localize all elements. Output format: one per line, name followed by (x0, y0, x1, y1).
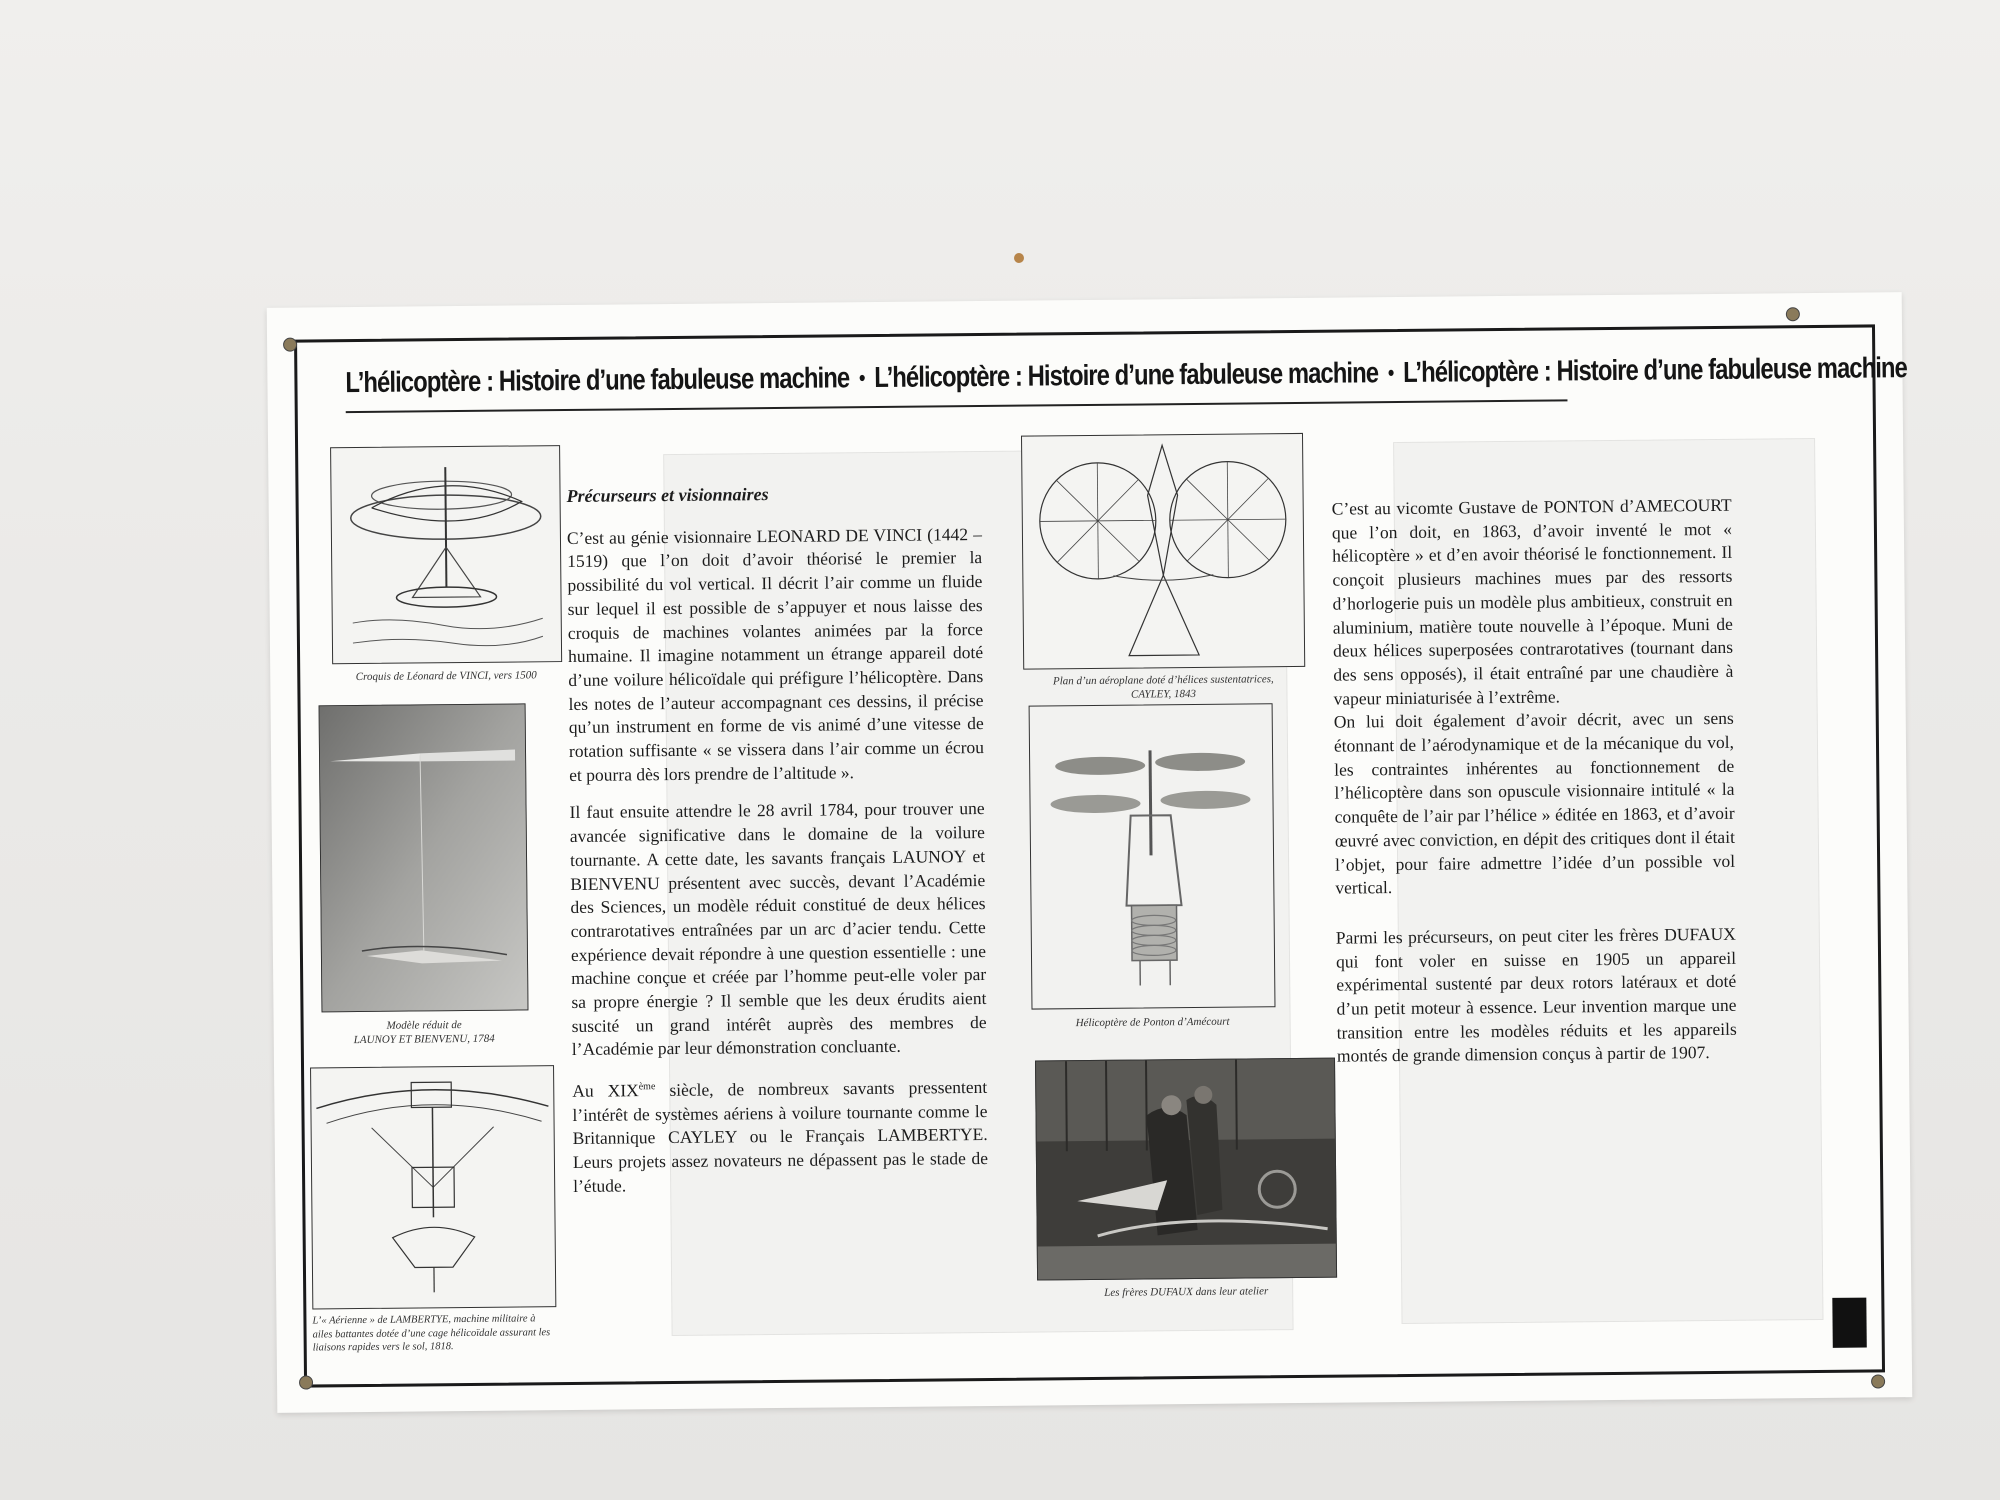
century-rest: siècle, de nombreux savants pressentent l’intérêt de systèmes aériens à voilure tournante comme le Britannique CAYLEY ou le Français LAMBERTYE. Leurs projets assez novateurs ne dépassent pas le stade de l’étude. (572, 1076, 989, 1196)
dufaux-photo-figure (1035, 1058, 1337, 1281)
panel-title (345, 343, 1908, 413)
vinci-caption: Croquis de Léonard de VINCI, vers 1500 (355, 669, 537, 684)
corner-black-square (1832, 1298, 1866, 1348)
cayley-plan-figure (1021, 433, 1305, 670)
right-paragraph: On lui doit également d’avoir décrit, avec un sens étonnant de l’aérodynamique et de la mécanique du vol, les contraintes inhérentes au fonctionnement de l’hélicoptère dans son opuscule visionnaire intitulé « la conquête de l’air par l’hélice » éditée en 1863, et d’avoir œuvré avec conviction, en dépit des critiques dont il était l’objet, pour faire admettre l’idée d’un possible vol vertical. (1333, 708, 1736, 898)
cayley-caption-line2: CAYLEY, 1843 (1130, 688, 1197, 701)
lambertye-caption: L’« Aérienne » de LAMBERTYE, machine militaire à ailes battantes dotée d’une cage hélicoïdale assurant les liaisons rapides vers le sol, 1818. (312, 1313, 551, 1354)
lambertye-drawing (311, 1066, 555, 1308)
left-paragraph: C’est au génie visionnaire LEONARD DE VINCI (1442 – 1519) que l’on doit d’avoir théorisé le premier la possibilité du vol vertical. Il décrit l’air comme un fluide sur lequel il est possible de s’appuyer et nous laisse des croquis de machines volantes animées par la force humaine. Il imagine notamment un étrange appareil doté d’une voilure hélicoïdale qui préfigure l’hélicoptère. Dans les notes de l’auteur accompagnant ces dessins, il précise qu’un instrument en forme de vis animé d’une vitesse de rotation suffisante « se vissera dans l’air comme un écrou et pourra dès lors prendre de l’altitude ». (566, 523, 985, 785)
title-segment: L’hélicoptère : Histoire d’une fabuleuse machine (874, 356, 1379, 394)
right-paragraph: Parmi les précurseurs, on peut citer les frères DUFAUX qui font voler en suisse en 1905 un appareil expérimental sustenté par deux rotors latéraux et doté d’un petit moteur à essence. Leur invention marque une transition entre les modèles réduits et les appareils montés de grande dimension conçus à partir de 1907. (1335, 923, 1737, 1067)
lambertye-figure (310, 1065, 556, 1309)
right-text-column (1332, 494, 1738, 1083)
dufaux-workshop-photo (1036, 1059, 1336, 1280)
screw-bottom-left (299, 1375, 313, 1389)
screw-top-right (1786, 307, 1800, 321)
launoy-model-photo (320, 704, 528, 1011)
wall-screw (1014, 253, 1024, 263)
screw-top-left (283, 338, 297, 352)
right-paragraph: C’est au vicomte Gustave de PONTON d’AMECOURT que l’on doit, en 1863, d’avoir inventé le mot « hélicoptère » et d’en avoir théorisé le fonctionnement. Il conçoit plusieurs machines mues par des ressorts d’horlogerie puis un modèle plus ambitieux, construit en aluminium, matière toute nouvelle à l’époque. Muni de deux hélices superposées contrarotatives (tournant dans des sens opposés), il était entraîné par une chaudière à vapeur miniaturisée à l’extrême. (1331, 494, 1734, 709)
title-segment: L’hélicoptère : Histoire d’une fabuleuse machine (345, 361, 850, 399)
launoy-model-figure (319, 703, 529, 1012)
ponton-caption: Hélicoptère de Ponton d’Amécourt (1075, 1015, 1230, 1030)
dufaux-caption: Les frères DUFAUX dans leur atelier (1104, 1285, 1269, 1299)
cayley-caption-line1: Plan d’un aéroplane doté d’hélices sustentatrices, (1052, 673, 1274, 688)
left-text-column (566, 481, 988, 1212)
information-panel (267, 292, 1913, 1413)
vinci-sketch-drawing (331, 446, 561, 663)
title-separator: • (858, 365, 865, 391)
ponton-model-figure (1029, 703, 1276, 1009)
cayley-caption (1023, 672, 1303, 703)
ponton-model-photo (1030, 704, 1275, 1008)
launoy-caption-line1: Modèle réduit de (386, 1019, 462, 1032)
screw-bottom-right (1871, 1374, 1885, 1388)
cayley-plan-drawing (1022, 434, 1304, 669)
left-paragraph: Il faut ensuite attendre le 28 avril 1784, pour trouver une avancée significative dans le domaine de la voilure tournante. A cette date, les savants français LAUNOY et BIENVENU présentent avec succès, devant l’Académie des Sciences, un modèle réduit constitué de deux hélices contrarotatives entraînées par un arc d’acier tendu. Cette expérience devait répondre à une question essentielle : une machine conçue et créée par l’homme peut-elle voler par sa propre énergie ? Il semble que les deux érudits aient suscité un grand intérêt auprès des membres de l’Académie par leur démonstration concluante. (569, 798, 987, 1060)
title-segment: L’hélicoptère : Histoire d’une fabuleuse machine (1403, 351, 1908, 389)
century-sup: ème (638, 1081, 656, 1093)
launoy-caption (322, 1017, 527, 1048)
vinci-sketch-figure (330, 445, 562, 664)
section-title: Précurseurs et visionnaires (566, 484, 769, 507)
century-prefix: Au XIX (572, 1080, 639, 1101)
launoy-caption-line2: LAUNOY ET BIENVENU, 1784 (353, 1033, 495, 1047)
title-separator: • (1387, 360, 1394, 386)
left-paragraph-last (572, 1072, 988, 1198)
